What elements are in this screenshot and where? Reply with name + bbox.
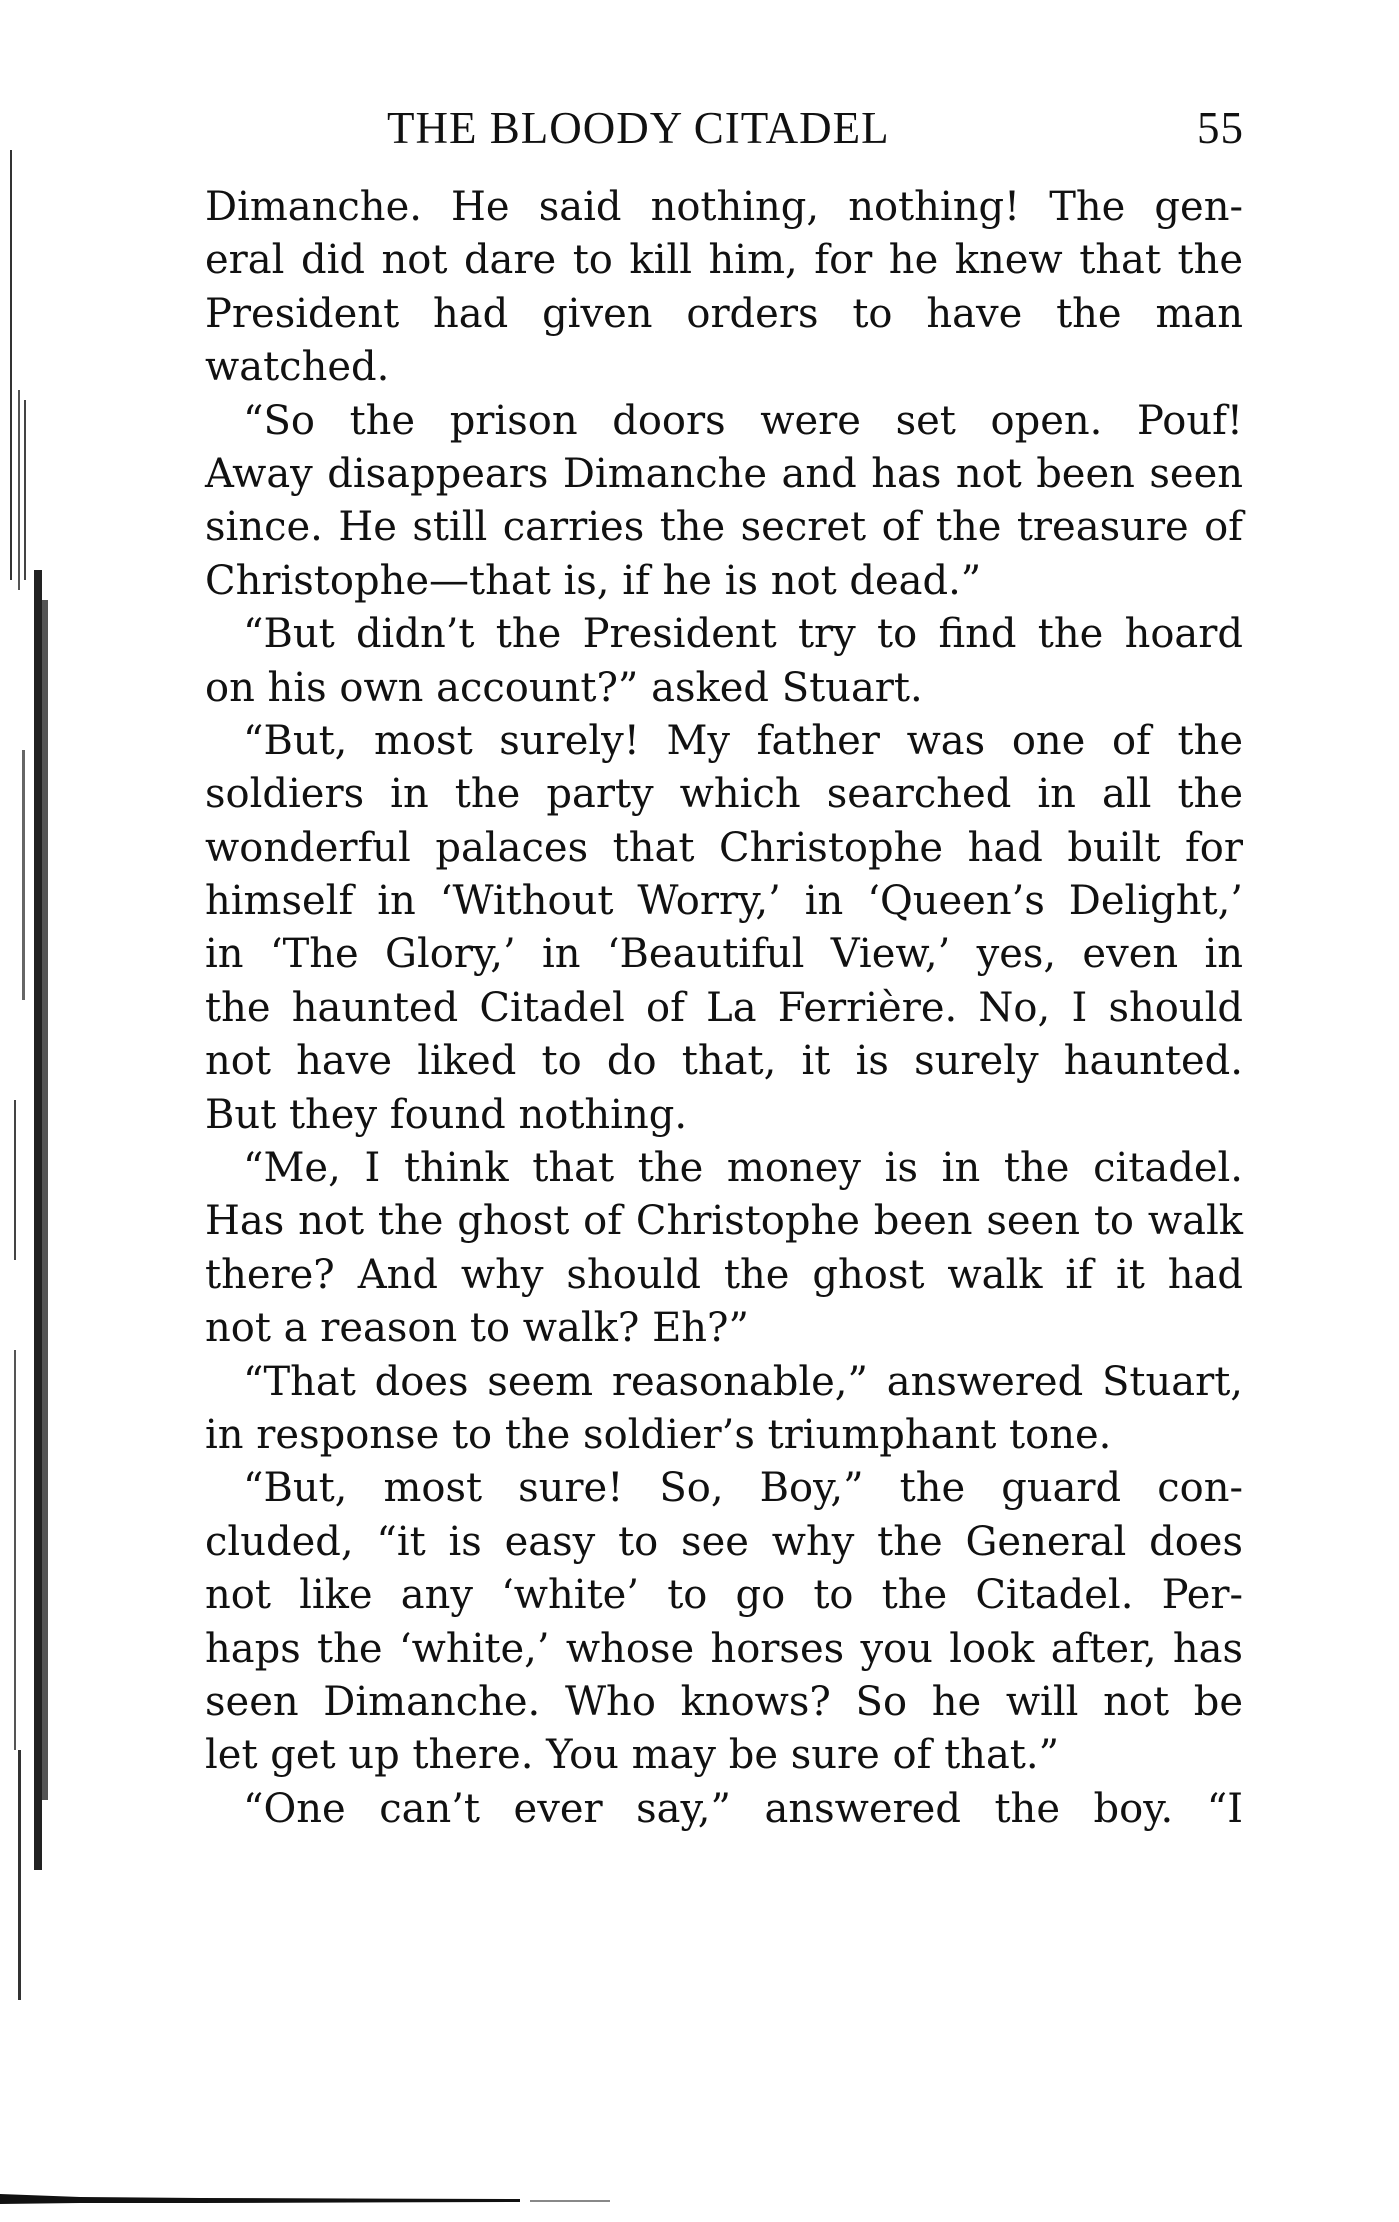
text-line: there? And why should the ghost walk if it had [205, 1251, 1243, 1298]
text-line: But they found nothing. [205, 1091, 688, 1138]
text-line: in response to the soldier’s triumphant tone. [205, 1411, 1112, 1458]
bottom-scan-edge [0, 2188, 610, 2208]
text-line: “But, most surely! My father was one of the [243, 717, 1243, 764]
text-line: wonderful palaces that Christophe had built for [205, 824, 1243, 871]
text-line: watched. [205, 344, 390, 391]
text-line: the haunted Citadel of La Ferrière. No, I should [205, 984, 1243, 1031]
text-line: on his own account?” asked Stuart. [205, 664, 923, 711]
text-line: Has not the ghost of Christophe been seen to walk [205, 1198, 1243, 1245]
running-head-title: THE BLOODY CITADEL [387, 103, 890, 153]
text-line: “So the prison doors were set open. Pouf! [243, 397, 1243, 444]
text-line: let get up there. You may be sure of that.” [205, 1732, 1060, 1779]
text-line: “One can’t ever say,” answered the boy. “I [243, 1785, 1243, 1832]
text-line: Away disappears Dimanche and has not been seen [205, 450, 1243, 497]
body-text [205, 181, 1243, 1836]
text-line: since. He still carries the secret of the treasure of [205, 504, 1243, 551]
text-line: cluded, “it is easy to see why the General does [205, 1518, 1243, 1565]
text-line: “That does seem reasonable,” answered Stuart, [243, 1358, 1243, 1405]
text-line: in ‘The Glory,’ in ‘Beautiful View,’ yes, even in [205, 931, 1243, 978]
text-line: seen Dimanche. Who knows? So he will not be [205, 1678, 1243, 1725]
text-line: not a reason to walk? Eh?” [205, 1305, 749, 1352]
text-line: President had given orders to have the man [205, 290, 1243, 337]
text-line: haps the ‘white,’ whose horses you look after, has [205, 1625, 1243, 1672]
text-line: Christophe—that is, if he is not dead.” [205, 557, 982, 604]
page-number: 55 [1197, 103, 1244, 153]
text-line: “Me, I think that the money is in the citadel. [243, 1145, 1243, 1192]
text-line: not have liked to do that, it is surely haunted. [205, 1038, 1243, 1085]
text-line: Dimanche. He said nothing, nothing! The gen- [205, 184, 1243, 230]
text-line: himself in ‘Without Worry,’ in ‘Queen’s Delight,’ [205, 878, 1243, 925]
running-head [200, 102, 1244, 162]
text-line: “But didn’t the President try to find the hoard [243, 611, 1243, 658]
binding-edge-shadow [8, 150, 56, 2050]
text-line: eral did not dare to kill him, for he knew that the [205, 237, 1243, 284]
text-line: soldiers in the party which searched in all the [205, 771, 1243, 818]
text-line: not like any ‘white’ to go to the Citadel. Per- [205, 1572, 1243, 1619]
text-line: “But, most sure! So, Boy,” the guard con- [243, 1465, 1243, 1512]
